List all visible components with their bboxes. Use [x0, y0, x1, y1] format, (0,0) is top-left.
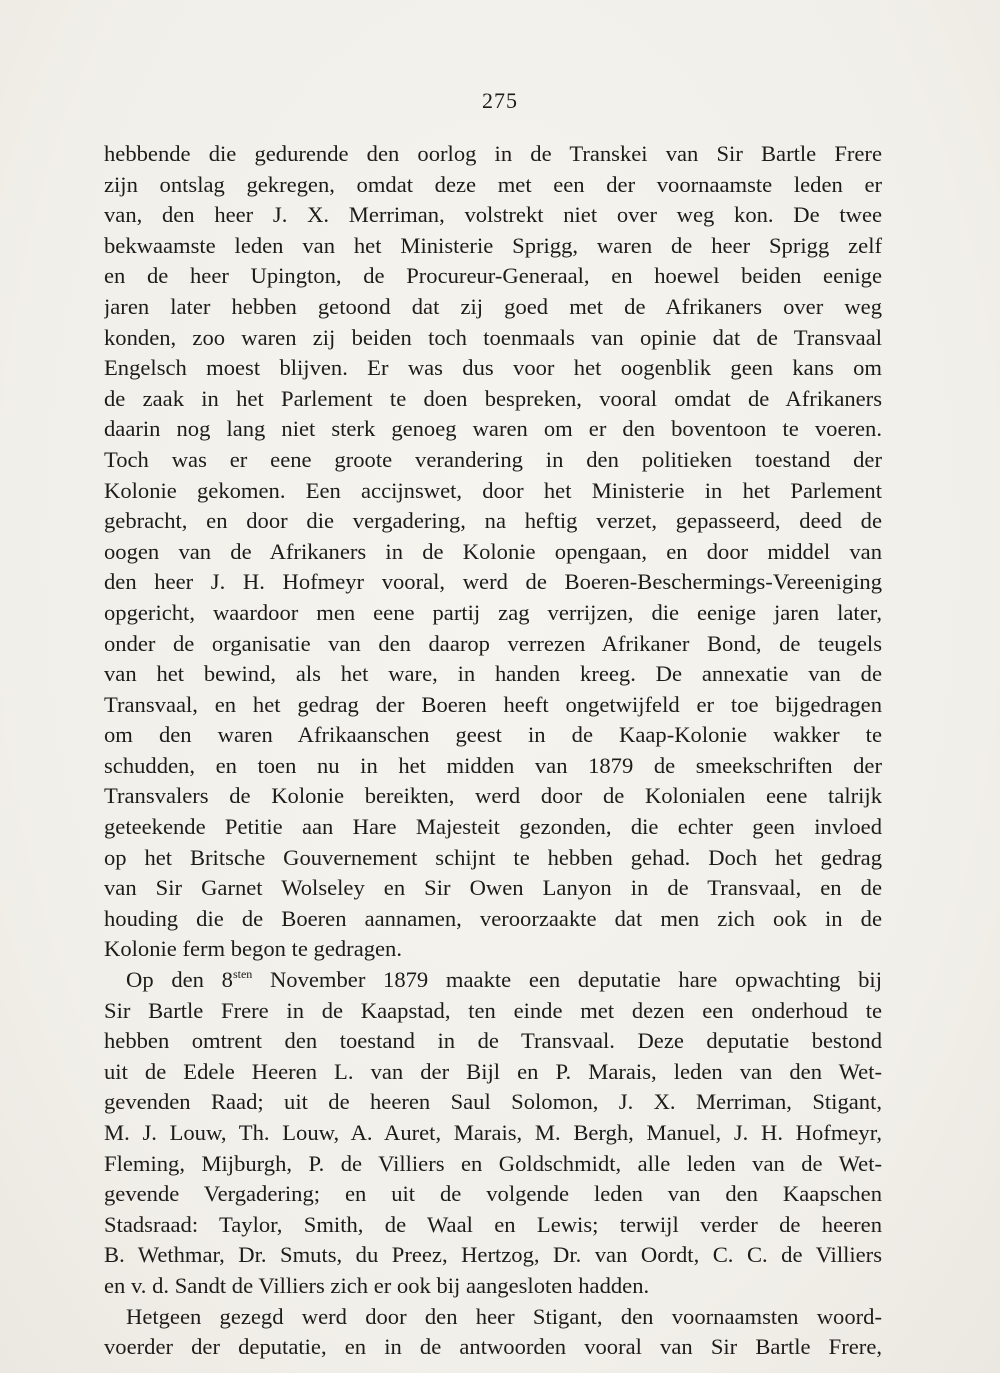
text-line [104, 965, 882, 996]
text-line: hebben omtrent den toestand in de Transvaal. Deze deputatie bestond [104, 1028, 882, 1054]
text-line: gevende Vergadering; en uit de volgende leden van den Kaapschen [104, 1181, 882, 1207]
text-line: opgericht, waardoor men eene partij zag verrijzen, die eenige jaren later, [104, 599, 882, 625]
text-line: Kolonie gekomen. Een accijnswet, door het Ministerie in het Parlement [104, 477, 882, 503]
text-line: voerder der deputatie, en in de antwoorden vooral van Sir Bartle Frere, [104, 1334, 882, 1360]
text-line: onder de organisatie van den daarop verrezen Afrikaner Bond, de teugels [104, 630, 882, 656]
text-line-part: Op den 8 [126, 967, 233, 993]
text-line: Stadsraad: Taylor, Smith, de Waal en Lewis; terwijl verder de heeren [104, 1211, 882, 1237]
text-line: uit de Edele Heeren L. van der Bijl en P. Marais, leden van den Wet- [104, 1058, 882, 1084]
text-line: jaren later hebben getoond dat zij goed met de Afrikaners over weg [104, 293, 882, 319]
text-line: hebbende die gedurende den oorlog in de Transkei van Sir Bartle Frere [104, 141, 882, 166]
text-line: gevenden Raad; uit de heeren Saul Solomon, J. X. Merriman, Stigant, [104, 1089, 882, 1115]
text-line: daarin nog lang niet sterk genoeg waren om er den boventoon te voeren. [104, 416, 882, 442]
text-line: op het Britsche Gouvernement schijnt te hebben gehad. Doch het gedrag [104, 844, 882, 870]
text-line: Hetgeen gezegd werd door den heer Stigant, den voornaamsten woord- [126, 1303, 882, 1329]
text-line: M. J. Louw, Th. Louw, A. Auret, Marais, M. Bergh, Manuel, J. H. Hofmeyr, [104, 1120, 882, 1145]
text-line: schudden, en toen nu in het midden van 1879 de smeekschriften der [104, 752, 882, 778]
text-line: oogen van de Afrikaners in de Kolonie opengaan, en door middel van [104, 538, 882, 564]
text-line: bekwaamste leden van het Ministerie Sprigg, waren de heer Sprigg zelf [104, 232, 882, 258]
body-text [104, 139, 882, 1363]
text-line: van Sir Garnet Wolseley en Sir Owen Lanyon in de Transvaal, en de [104, 875, 882, 901]
text-line: en de heer Upington, de Procureur-Generaal, en hoewel beiden eenige [104, 263, 882, 289]
text-line: B. Wethmar, Dr. Smuts, du Preez, Hertzog, Dr. van Oordt, C. C. de Villiers [104, 1242, 882, 1268]
superscript: sten [232, 967, 253, 982]
text-line: Kolonie ferm begon te gedragen. [104, 936, 402, 962]
text-line: geteekende Petitie aan Hare Majesteit gezonden, die echter geen invloed [104, 814, 882, 840]
text-line: de zaak in het Parlement te doen bespreken, vooral omdat de Afrikaners [104, 385, 882, 411]
text-line: den heer J. H. Hofmeyr vooral, werd de Boeren-Beschermings-Vereeniging [104, 569, 882, 595]
page-number: 275 [482, 88, 518, 113]
text-line: van het bewind, als het ware, in handen kreeg. De annexatie van de [104, 661, 882, 687]
text-line: Toch was er eene groote verandering in den politieken toestand der [104, 446, 882, 472]
text-line: om den waren Afrikaanschen geest in de Kaap-Kolonie wakker te [104, 722, 882, 748]
text-line: Sir Bartle Frere in de Kaapstad, ten einde met dezen een onderhoud te [104, 997, 882, 1023]
text-line: zijn ontslag gekregen, omdat deze met een der voornaamste leden er [104, 171, 882, 197]
text-line: houding die de Boeren aannamen, veroorzaakte dat men zich ook in de [104, 905, 882, 931]
text-line: konden, zoo waren zij beiden toch toenmaals van opinie dat de Transvaal [104, 324, 882, 350]
text-line: en v. d. Sandt de Villiers zich er ook bij aangesloten hadden. [104, 1272, 650, 1298]
text-line: Engelsch moest blijven. Er was dus voor het oogenblik geen kans om [104, 355, 882, 381]
text-line: Transvalers de Kolonie bereikten, werd door de Kolonialen eene talrijk [104, 783, 882, 809]
text-line: Fleming, Mijburgh, P. de Villiers en Goldschmidt, alle leden van de Wet- [104, 1150, 882, 1176]
text-line-part: November 1879 maakte een deputatie hare opwachting bij [252, 967, 882, 993]
text-line: van, den heer J. X. Merriman, volstrekt niet over weg kon. De twee [104, 202, 882, 228]
text-line: Transvaal, en het gedrag der Boeren heeft ongetwijfeld er toe bijgedragen [104, 691, 882, 717]
text-line: gebracht, en door die vergadering, na heftig verzet, gepasseerd, deed de [104, 508, 882, 534]
